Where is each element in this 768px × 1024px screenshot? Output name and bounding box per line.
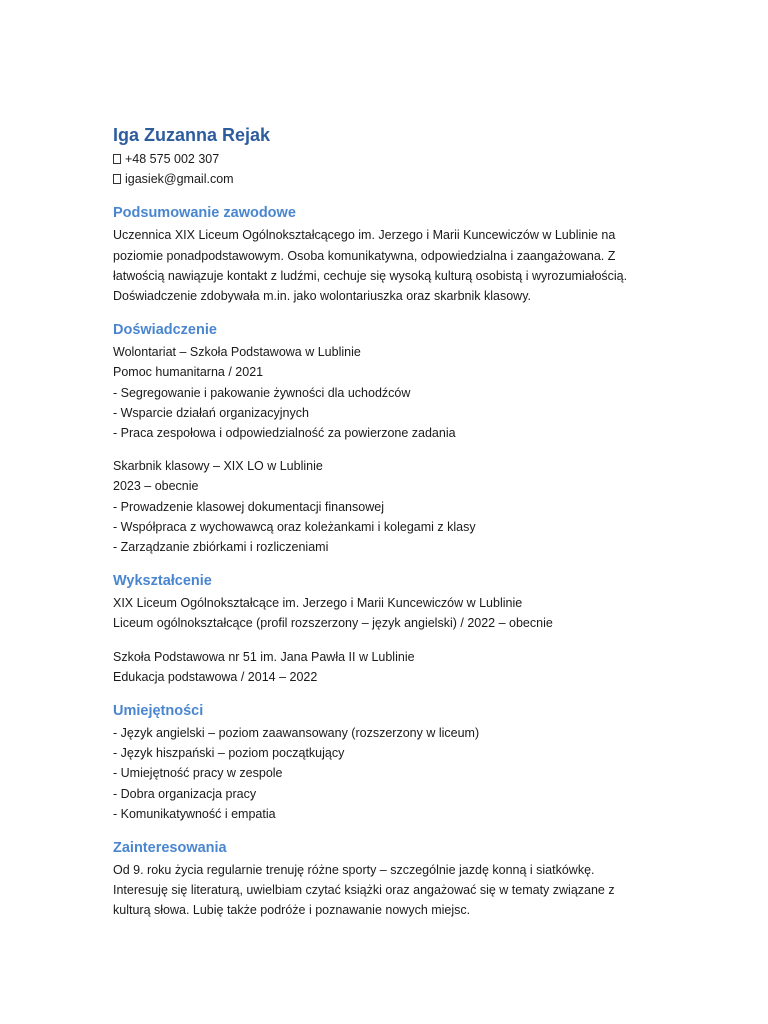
interests-line: kulturą słowa. Lubię także podróże i poznawanie nowych miejsc. — [113, 903, 471, 918]
spacer — [113, 634, 653, 647]
interests-line: Interesuję się literaturą, uwielbiam czytać książki oraz angażować się w tematy związane z — [113, 883, 615, 898]
experience-item: - Współpraca z wychowawcą oraz koleżankami i kolegami z klasy — [113, 519, 476, 534]
phone-number: +48 575 002 307 — [125, 152, 220, 166]
skill-item: - Dobra organizacja pracy — [113, 786, 257, 801]
experience-heading: Skarbnik klasowy – XIX LO w Lublinie — [113, 459, 323, 474]
experience-item: - Segregowanie i pakowanie żywności dla uchodźców — [113, 385, 411, 400]
skill-item: - Umiejętność pracy w zespole — [113, 766, 283, 781]
summary-line: łatwością nawiązuje kontakt z ludźmi, cechuje się wysoką kulturą osobistą i wyrozumiałością. — [113, 268, 628, 283]
spacer — [113, 443, 653, 456]
email-line — [113, 169, 653, 189]
phone-line — [113, 149, 653, 169]
summary-line: Uczennica XIX Liceum Ogólnokształcącego im. Jerzego i Marii Kuncewiczów w Lublinie na — [113, 228, 616, 243]
skill-item: - Język angielski – poziom zaawansowany (rozszerzony w liceum) — [113, 726, 480, 741]
experience-title: Doświadczenie — [113, 322, 217, 339]
interests-title: Zainteresowania — [113, 840, 227, 857]
experience-subheading: 2023 – obecnie — [113, 479, 199, 494]
education-subheading: Liceum ogólnokształcące (profil rozszerzony – język angielski) / 2022 – obecnie — [113, 616, 553, 631]
education-heading: XIX Liceum Ogólnokształcące im. Jerzego i Marii Kuncewiczów w Lublinie — [113, 596, 523, 611]
interests-line: Od 9. roku życia regularnie trenuję różne sporty – szczególnie jazdę konną i siatkówkę. — [113, 863, 595, 878]
skills-title: Umiejętności — [113, 703, 204, 720]
experience-item: - Praca zespołowa i odpowiedzialność za powierzone zadania — [113, 426, 456, 441]
experience-subheading: Pomoc humanitarna / 2021 — [113, 365, 264, 380]
education-heading: Szkoła Podstawowa nr 51 im. Jana Pawła II w Lublinie — [113, 649, 415, 664]
phone-icon — [113, 154, 121, 164]
experience-item: - Zarządzanie zbiórkami i rozliczeniami — [113, 540, 329, 555]
education-subheading: Edukacja podstawowa / 2014 – 2022 — [113, 669, 318, 684]
resume-page — [113, 124, 653, 921]
summary-line: Doświadczenie zdobywała m.in. jako wolontariuszka oraz skarbnik klasowy. — [113, 289, 532, 304]
experience-item: - Wsparcie działań organizacyjnych — [113, 405, 309, 420]
skill-item: - Komunikatywność i empatia — [113, 806, 276, 821]
email-icon — [113, 174, 121, 184]
email-address: igasiek@gmail.com — [125, 172, 234, 187]
skill-item: - Język hiszpański – poziom początkujący — [113, 746, 345, 761]
experience-heading: Wolontariat – Szkoła Podstawowa w Lublinie — [113, 345, 361, 360]
experience-item: - Prowadzenie klasowej dokumentacji finansowej — [113, 499, 384, 514]
candidate-name: Iga Zuzanna Rejak — [113, 125, 271, 145]
summary-title: Podsumowanie zawodowe — [113, 205, 296, 222]
summary-line: poziomie ponadpodstawowym. Osoba komunikatywna, odpowiedzialna i zaangażowana. Z — [113, 248, 616, 263]
education-title: Wykształcenie — [113, 573, 212, 590]
